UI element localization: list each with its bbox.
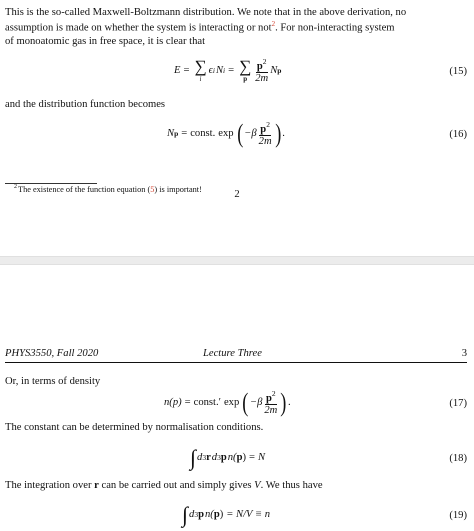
left-paren: ( bbox=[236, 119, 243, 148]
equation-body bbox=[174, 56, 281, 86]
equation-16 bbox=[0, 119, 474, 149]
momentum-symbol: p bbox=[213, 509, 220, 521]
close-paren: ) bbox=[242, 452, 246, 464]
period: . bbox=[282, 128, 285, 140]
subscript: i bbox=[223, 66, 226, 76]
document-page-bottom bbox=[0, 265, 474, 531]
paragraph-distribution: and the distribution function becomes bbox=[5, 99, 166, 110]
equation-rhs: = N/V ≡ n bbox=[226, 509, 271, 521]
paragraph-line: This is the so-called Maxwell-Boltzmann distribution. We note that in the above derivation, no bbox=[5, 7, 407, 18]
differential: d bbox=[197, 452, 203, 464]
equation-19 bbox=[0, 500, 474, 530]
equation-number: (16) bbox=[449, 129, 467, 140]
const-text: const.′ bbox=[193, 397, 221, 409]
sum-index: p bbox=[243, 74, 248, 83]
paragraph-normalisation: The constant can be determined by normalisation conditions. bbox=[5, 422, 264, 433]
volume-symbol: V bbox=[254, 480, 261, 491]
paragraph-text: assumption is made on whether the system is interacting or not bbox=[5, 22, 272, 34]
header-course: PHYS3550, Fall 2020 bbox=[5, 348, 99, 359]
minus-beta: −β bbox=[249, 397, 263, 409]
n-symbol: N bbox=[167, 128, 175, 140]
equation-body bbox=[167, 119, 285, 149]
footnote-text: The existence of the function equation ( bbox=[18, 185, 151, 194]
equals-sign: = bbox=[184, 397, 191, 409]
paragraph-text: . We thus have bbox=[260, 480, 323, 491]
subscript: i bbox=[212, 66, 215, 76]
exp-text: exp bbox=[223, 397, 240, 409]
equation-body bbox=[164, 388, 291, 418]
integral-sign: ∫ bbox=[182, 502, 189, 527]
minus-beta: −β bbox=[244, 128, 257, 140]
integral-sign: ∫ bbox=[190, 445, 197, 470]
exponent: 3 bbox=[194, 510, 199, 520]
right-paren: ) bbox=[280, 388, 287, 417]
fraction-p2-over-2m bbox=[255, 58, 268, 84]
equation-number: (19) bbox=[449, 510, 467, 521]
n-symbol: N bbox=[270, 65, 278, 77]
document-page-top bbox=[0, 0, 474, 256]
paragraph-text: The integration over bbox=[5, 480, 95, 491]
momentum-symbol: p bbox=[256, 60, 263, 72]
equation-body bbox=[190, 443, 265, 473]
paragraph-integration bbox=[5, 479, 467, 493]
sum-over-p: ∑ p bbox=[239, 57, 252, 83]
equals-sign: = bbox=[249, 452, 255, 464]
epsilon-symbol: ϵ bbox=[208, 65, 213, 77]
footnote-link[interactable]: 2 bbox=[271, 19, 276, 28]
denominator: 2m bbox=[264, 405, 278, 416]
subscript: p bbox=[277, 66, 282, 76]
equation-15 bbox=[0, 56, 474, 86]
paragraph-density: Or, in terms of density bbox=[5, 376, 101, 387]
density-function: n( bbox=[227, 452, 237, 464]
equation-17 bbox=[0, 388, 474, 418]
momentum-symbol: p bbox=[236, 452, 243, 464]
close-paren: ) bbox=[219, 509, 224, 521]
right-paren: ) bbox=[274, 119, 281, 148]
differential: d bbox=[211, 452, 218, 464]
header-page-number: 3 bbox=[461, 348, 467, 359]
period: . bbox=[288, 397, 291, 409]
footnote-mark: 2 bbox=[14, 184, 17, 190]
paragraph-maxwell-boltzmann bbox=[5, 6, 467, 48]
exponent: 3 bbox=[217, 453, 221, 463]
denominator: 2m bbox=[258, 136, 272, 147]
particle-count: N bbox=[257, 452, 266, 464]
equation-number: (15) bbox=[449, 66, 467, 77]
exponent: 3 bbox=[202, 453, 207, 463]
sum-over-i: ∑ i bbox=[194, 57, 207, 83]
density-symbol: n(p) bbox=[164, 397, 182, 409]
header-lecture: Lecture Three bbox=[203, 348, 262, 359]
differential: d bbox=[189, 509, 195, 521]
exponent: 2 bbox=[262, 56, 267, 66]
left-paren: ( bbox=[242, 388, 249, 417]
const-text: const. bbox=[190, 128, 216, 140]
fraction-p2-over-2m bbox=[264, 390, 277, 416]
equation-18 bbox=[0, 443, 474, 473]
equation-body bbox=[182, 500, 270, 530]
momentum-symbol: p bbox=[266, 392, 272, 404]
running-header bbox=[5, 347, 467, 363]
energy-symbol: E bbox=[174, 65, 181, 77]
equation-reference-link[interactable]: 5 bbox=[150, 185, 155, 194]
position-symbol: r bbox=[94, 480, 99, 491]
paragraph-text: can be carried out and simply gives bbox=[98, 480, 255, 491]
subscript: p bbox=[174, 129, 179, 139]
paragraph-line bbox=[5, 20, 467, 35]
page-number: 2 bbox=[234, 189, 240, 200]
equals-sign: = bbox=[181, 128, 188, 140]
equation-number: (17) bbox=[449, 398, 467, 409]
footnote-text: ) is important! bbox=[154, 185, 202, 194]
page-separator bbox=[0, 256, 474, 265]
momentum-symbol: p bbox=[198, 509, 204, 521]
equals-sign: = bbox=[228, 65, 235, 77]
fraction-p2-over-2m bbox=[259, 121, 272, 147]
denominator: 2m bbox=[255, 73, 269, 84]
paragraph-text: . For non-interacting system bbox=[275, 22, 395, 34]
paragraph-line: of monoatomic gas in free space, it is clear that bbox=[5, 35, 206, 47]
sum-index: i bbox=[199, 74, 202, 83]
n-symbol: N bbox=[215, 65, 224, 77]
density-function: n( bbox=[204, 509, 214, 521]
exponent: 2 bbox=[271, 388, 276, 398]
exp-text: exp bbox=[218, 128, 234, 140]
position-symbol: r bbox=[206, 452, 211, 464]
momentum-symbol: p bbox=[220, 452, 227, 464]
momentum-symbol: p bbox=[260, 123, 267, 135]
exponent: 2 bbox=[266, 119, 270, 129]
equation-number: (18) bbox=[449, 453, 467, 464]
equals-sign: = bbox=[183, 65, 190, 77]
